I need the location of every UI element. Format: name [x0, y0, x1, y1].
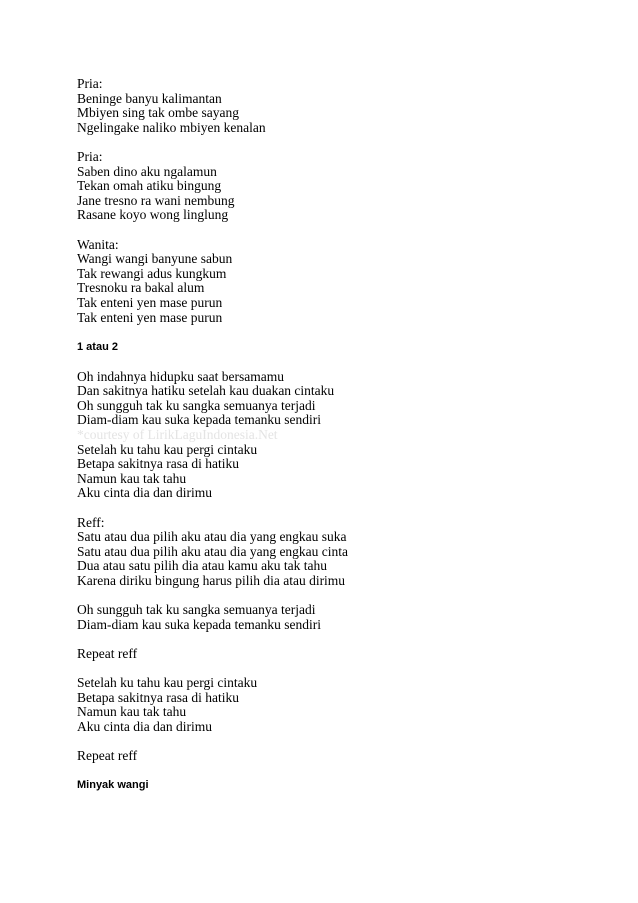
text-line: Pria: [77, 148, 103, 164]
stanza-repeat-1 [77, 647, 597, 662]
text-line: Reff: [77, 514, 105, 530]
stanza-verse-2 [77, 676, 597, 734]
text-line: Repeat reff [77, 645, 138, 661]
text-line: Diam-diam kau suka kepada temanku sendiri [77, 412, 322, 428]
text-line: Oh indahnya hidupku saat bersamamu [77, 368, 284, 384]
text-line: Dan sakitnya hatiku setelah kau duakan cintaku [77, 383, 335, 399]
song-heading-minyak-wangi: Minyak wangi [77, 779, 149, 792]
text-line: Ngelingake naliko mbiyen kenalan [77, 119, 266, 135]
song-heading-1-atau-2: 1 atau 2 [77, 340, 118, 353]
stanza-pria-2 [77, 150, 597, 223]
stanza-verse-1 [77, 370, 597, 501]
stanza-wanita [77, 238, 597, 326]
text-line: Mbiyen sing tak ombe sayang [77, 105, 239, 121]
stanza-repeat-2 [77, 749, 597, 764]
text-line: Tekan omah atiku bingung [77, 178, 222, 194]
stanza-bridge [77, 603, 597, 632]
lyrics-content [77, 77, 597, 792]
text-line: Tak rewangi adus kungkum [77, 265, 227, 281]
text-line: Aku cinta dia dan dirimu [77, 485, 212, 501]
text-line: Oh sungguh tak ku sangka semuanya terjadi [77, 602, 316, 618]
text-line: Satu atau dua pilih aku atau dia yang engkau cinta [77, 543, 349, 559]
text-line: Namun kau tak tahu [77, 470, 187, 486]
text-line: Tak enteni yen mase purun [77, 294, 223, 310]
text-line: Setelah ku tahu kau pergi cintaku [77, 441, 258, 457]
text-line: Aku cinta dia dan dirimu [77, 718, 212, 734]
text-line: Betapa sakitnya rasa di hatiku [77, 456, 239, 472]
text-line: Oh sungguh tak ku sangka semuanya terjadi [77, 397, 316, 413]
text-line: Tak enteni yen mase purun [77, 309, 223, 325]
text-line: Namun kau tak tahu [77, 704, 187, 720]
text-line: Wangi wangi banyune sabun [77, 251, 233, 267]
text-line: Karena diriku bingung harus pilih dia atau dirimu [77, 573, 346, 588]
text-line: Saben dino aku ngalamun [77, 163, 217, 179]
watermark-text: *courtesy of LirikLaguIndonesia.Net [77, 427, 278, 443]
text-line: Repeat reff [77, 748, 138, 764]
text-line: Rasane koyo wong linglung [77, 207, 229, 223]
text-line: Beninge banyu kalimantan [77, 90, 222, 106]
text-line: Diam-diam kau suka kepada temanku sendiri [77, 616, 322, 632]
text-line: Dua atau satu pilih dia atau kamu aku tak tahu [77, 558, 328, 574]
text-line: Tresnoku ra bakal alum [77, 280, 205, 296]
text-line: Jane tresno ra wani nembung [77, 192, 235, 208]
stanza-pria-1 [77, 77, 597, 135]
text-line: Setelah ku tahu kau pergi cintaku [77, 675, 258, 691]
text-line: Betapa sakitnya rasa di hatiku [77, 689, 239, 705]
text-line: Pria: [77, 76, 103, 91]
text-line: Satu atau dua pilih aku atau dia yang engkau suka [77, 529, 347, 545]
stanza-reff [77, 516, 597, 589]
text-line: Wanita: [77, 236, 119, 252]
